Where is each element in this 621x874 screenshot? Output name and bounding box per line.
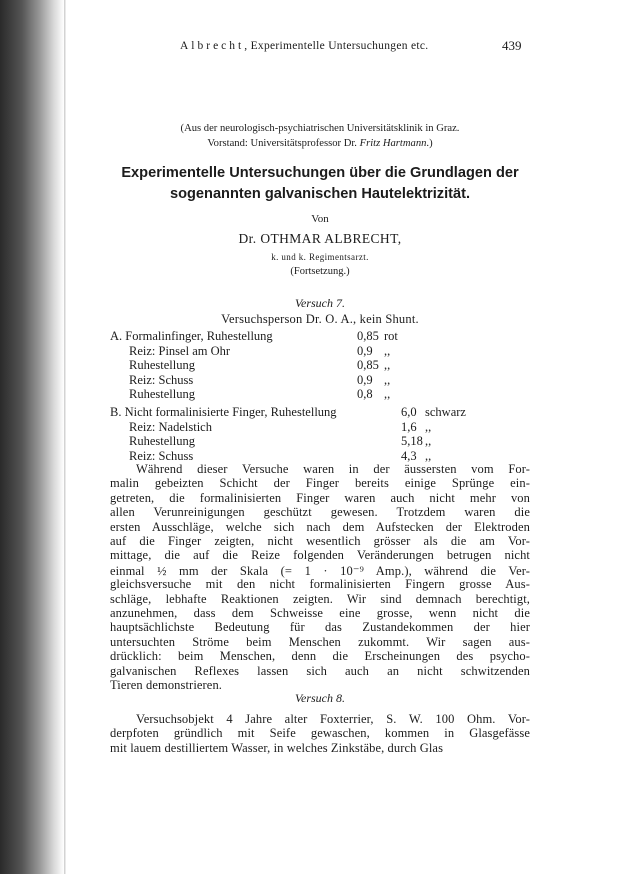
text-line: mittage, die auf die Reize folgenden Veränderungen betrugen nicht	[110, 548, 530, 563]
page-number: 439	[502, 38, 522, 53]
text-line: ersten Ausschläge, welche sich nach dem Aufstecken der Elektroden	[110, 519, 530, 534]
measurement-row	[110, 358, 530, 373]
byline-von: Von	[311, 213, 329, 225]
measurement-column-mark: ,,	[384, 387, 391, 402]
author-rank: k. und k. Regimentsarzt.	[271, 252, 369, 262]
measurement-row	[110, 434, 530, 449]
text-line: malin gebeizten Schicht der Finger bereits einige Sprünge ein-	[110, 476, 530, 491]
measurement-row	[110, 329, 530, 344]
measurement-label: Reiz: Schuss	[129, 448, 194, 463]
text-line: getreten, die formalinisierten Finger waren auch nicht mehr von	[110, 490, 530, 505]
measurement-column-mark: ,,	[384, 358, 391, 373]
measurement-label: Reiz: Pinsel am Ohr	[129, 343, 231, 358]
text-line: schläge, lebhafte Reaktionen zeigten. Wir sind demnach berechtigt,	[110, 591, 530, 606]
text-line: gleichsversuche mit den nicht formalinisierten Fingern grosse Aus-	[110, 577, 530, 592]
document-page	[110, 0, 530, 874]
page-gutter	[64, 0, 66, 874]
affiliation-suffix: .)	[426, 138, 433, 149]
measurement-row	[110, 420, 530, 435]
text-line: anzunehmen, dass dem Schweisse eine grosse, wenn nicht die	[110, 606, 530, 620]
affiliation-director-name: Fritz Hartmann	[359, 138, 427, 149]
measurement-row	[110, 344, 530, 359]
affiliation-line-1: (Aus der neurologisch-psychiatrischen Universitätsklinik in Graz.	[180, 123, 460, 134]
measurement-column-mark: ,,	[425, 434, 432, 449]
measurement-column-mark: ,,	[384, 372, 391, 387]
text-line: hauptsächlichste Bedeutung für das Zustandekommen der hier	[110, 620, 530, 635]
measurement-label: B. Nicht formalinisierte Finger, Ruhestellung	[110, 405, 337, 419]
measurement-column-mark: rot	[384, 329, 398, 343]
measurement-label: A. Formalinfinger, Ruhestellung	[110, 329, 273, 343]
affiliation-line-2	[110, 138, 530, 149]
text-line: Während dieser Versuche waren in der äussersten vom For-	[136, 462, 530, 476]
measurement-value: 0,9	[357, 343, 373, 358]
measurement-column-mark: schwarz	[425, 405, 466, 419]
measurement-label: Reiz: Schuss	[129, 372, 194, 387]
text-line: galvanischen Reflexes lassen sich auch an nicht schwitzenden	[110, 663, 530, 678]
text-line: einmal ½ mm der Skala (= 1 · 10⁻⁹ Amp.), während die Ver-	[110, 563, 530, 578]
article-title-line-1: Experimentelle Untersuchungen über die Grundlagen der	[121, 165, 519, 181]
measurement-column-mark: ,,	[384, 343, 391, 358]
continuation-note: (Fortsetzung.)	[290, 266, 350, 277]
experiment-7-heading: Versuch 7.	[295, 296, 345, 310]
text-line: auf die Finger zeigten, nicht wesentlich grösser als die am Vor-	[110, 534, 530, 548]
measurement-row	[110, 387, 530, 402]
measurement-value: 0,85	[357, 358, 379, 373]
affiliation-prefix: Vorstand: Universitätsprofessor Dr.	[207, 138, 360, 149]
author-name: Dr. OTHMAR ALBRECHT,	[238, 231, 402, 246]
experiment-8-heading: Versuch 8.	[295, 691, 345, 705]
text-line: derpfoten gründlich mit Seife gewaschen, kommen in Glasgefässe	[110, 726, 530, 741]
measurement-column-mark: ,,	[425, 419, 432, 434]
measurement-label: Ruhestellung	[129, 358, 195, 373]
running-head	[180, 40, 428, 52]
experiment-7-subject: Versuchsperson Dr. O. A., kein Shunt.	[221, 312, 419, 326]
text-line: untersuchten Ströme beim Menschen zukommt. Wir sagen aus-	[110, 634, 530, 649]
measurement-label: Reiz: Nadelstich	[129, 419, 212, 434]
text-line: allen Verunreinigungen geschützt gewesen. Trotzdem waren die	[110, 505, 530, 520]
measurement-label: Ruhestellung	[129, 434, 195, 449]
text-line: mit lauem destilliertem Wasser, in welches Zinkstäbe, durch Glas	[110, 740, 444, 755]
book-spine-shadow	[0, 0, 64, 874]
measurement-value: 0,8	[357, 387, 373, 402]
measurement-value: 1,6	[401, 419, 417, 434]
text-line: drücklich: beim Menschen, denn die Erscheinungen des psycho-	[110, 649, 530, 664]
measurement-value: 0,85	[357, 329, 379, 343]
running-head-author: Albrecht	[180, 40, 245, 52]
measurement-value: 4,3	[401, 448, 417, 463]
measurement-value: 0,9	[357, 372, 373, 387]
measurement-value: 5,18	[401, 434, 423, 449]
text-line: Tieren demonstrieren.	[110, 678, 223, 692]
text-line: Versuchsobjekt 4 Jahre alter Foxterrier, S. W. 100 Ohm. Vor-	[136, 712, 530, 726]
measurement-row	[110, 373, 530, 388]
article-title-line-2: sogenannten galvanischen Hautelektrizität.	[169, 186, 471, 202]
measurement-row	[110, 405, 530, 420]
measurement-column-mark: ,,	[425, 448, 432, 463]
measurement-label: Ruhestellung	[129, 387, 195, 402]
running-head-title: , Experimentelle Untersuchungen etc.	[244, 40, 429, 52]
measurement-value: 6,0	[401, 405, 417, 419]
